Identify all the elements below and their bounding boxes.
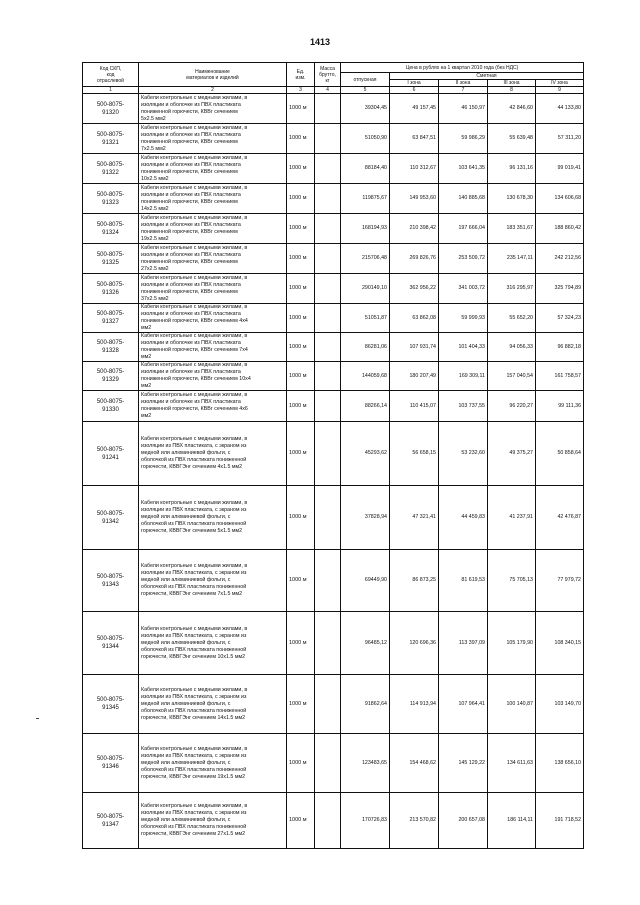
product-code: 500-8075- 91241 — [83, 422, 139, 486]
zone4-price: 42 476,87 — [536, 486, 584, 550]
header-price-group: Цена в рублях на 1 квартал 2010 года (без НДС) — [341, 63, 584, 73]
release-price: 86281,06 — [341, 333, 390, 362]
table-row — [83, 675, 584, 734]
zone1-price: 47 321,41 — [390, 486, 439, 550]
unit-cell: 1000 м — [287, 550, 315, 612]
table-row — [83, 612, 584, 675]
column-number: 2 — [139, 87, 287, 94]
product-code: 500-8075- 91329 — [83, 362, 139, 391]
zone3-price: 96 220,27 — [488, 391, 536, 422]
unit-cell: 1000 м — [287, 612, 315, 675]
mass-cell — [315, 550, 341, 612]
release-price: 51051,87 — [341, 304, 390, 333]
release-price: 170726,83 — [341, 793, 390, 849]
mass-cell — [315, 391, 341, 422]
zone4-price: 191 718,52 — [536, 793, 584, 849]
header-mass: Масса брутто, кг — [315, 63, 341, 87]
mass-cell — [315, 734, 341, 793]
zone3-price: 94 056,33 — [488, 333, 536, 362]
table-row — [83, 362, 584, 391]
unit-cell: 1000 м — [287, 304, 315, 333]
release-price: 39304,45 — [341, 94, 390, 124]
zone2-price: 200 657,08 — [439, 793, 488, 849]
mass-cell — [315, 244, 341, 274]
zone3-price: 316 295,97 — [488, 274, 536, 304]
product-code: 500-8075- 91326 — [83, 274, 139, 304]
product-name: Кабели контрольные с медными жилами, в изоляции и оболочке из ПВХ пластиката пониженной горючести, КВВг сечением 5х2.5 мм2 — [139, 94, 287, 124]
zone4-price: 103 149,70 — [536, 675, 584, 734]
product-name: Кабели контрольные с медными жилами, в изоляции и оболочке из ПВХ пластиката пониженной горючести, КВВг сечением 14х2.5 мм2 — [139, 184, 287, 214]
product-code: 500-8075- 91346 — [83, 734, 139, 793]
zone2-price: 59 986,29 — [439, 124, 488, 154]
zone1-price: 213 570,82 — [390, 793, 439, 849]
zone4-price: 188 860,42 — [536, 214, 584, 244]
table-body — [83, 94, 584, 849]
zone1-price: 269 826,76 — [390, 244, 439, 274]
zone3-price: 100 140,87 — [488, 675, 536, 734]
product-name: Кабели контрольные с медными жилами, в изоляции и оболочке из ПВХ пластиката пониженной горючести, КВВг сечением 4х6 мм2 — [139, 391, 287, 422]
product-name: Кабели контрольные с медными жилами, в изоляции из ПВХ пластиката, с экраном из медной или алюминиевой фольги, с оболочкой из ПВХ пластиката пониженной горючести, КВВГЭнг сечением 5х1.5 мм2 — [139, 486, 287, 550]
zone3-price: 49 375,27 — [488, 422, 536, 486]
zone3-price: 96 131,16 — [488, 154, 536, 184]
zone1-price: 63 862,08 — [390, 304, 439, 333]
table-row — [83, 734, 584, 793]
table-row — [83, 391, 584, 422]
mass-cell — [315, 304, 341, 333]
product-code: 500-8075- 91322 — [83, 154, 139, 184]
product-code: 500-8075- 91330 — [83, 391, 139, 422]
zone2-price: 81 619,53 — [439, 550, 488, 612]
zone3-price: 130 678,30 — [488, 184, 536, 214]
mass-cell — [315, 333, 341, 362]
release-price: 123483,65 — [341, 734, 390, 793]
unit-cell: 1000 м — [287, 391, 315, 422]
product-code: 500-8075- 91324 — [83, 214, 139, 244]
zone1-price: 114 913,94 — [390, 675, 439, 734]
release-price: 45293,62 — [341, 422, 390, 486]
zone2-price: 113 397,09 — [439, 612, 488, 675]
product-name: Кабели контрольные с медными жилами, в изоляции из ПВХ пластиката, с экраном из медной или алюминиевой фольги, с оболочкой из ПВХ пластиката пониженной горючести, КВВГЭнг сечением 7х1.5 мм2 — [139, 550, 287, 612]
zone1-price: 56 658,15 — [390, 422, 439, 486]
mass-cell — [315, 214, 341, 244]
table-row — [83, 422, 584, 486]
product-name: Кабели контрольные с медными жилами, в изоляции и оболочке из ПВХ пластиката пониженной горючести, КВВг сечением 10х4 мм2 — [139, 362, 287, 391]
mass-cell — [315, 184, 341, 214]
release-price: 37828,94 — [341, 486, 390, 550]
header-zone3: III зона — [488, 80, 536, 87]
zone4-price: 161 758,57 — [536, 362, 584, 391]
zone2-price: 253 509,72 — [439, 244, 488, 274]
column-number: 9 — [536, 87, 584, 94]
zone3-price: 134 611,63 — [488, 734, 536, 793]
release-price: 168194,93 — [341, 214, 390, 244]
mass-cell — [315, 274, 341, 304]
table-row — [83, 274, 584, 304]
release-price: 144059,68 — [341, 362, 390, 391]
table-row — [83, 793, 584, 849]
release-price: 91862,64 — [341, 675, 390, 734]
zone3-price: 186 114,11 — [488, 793, 536, 849]
release-price: 69449,90 — [341, 550, 390, 612]
product-name: Кабели контрольные с медными жилами, в изоляции и оболочке из ПВХ пластиката пониженной горючести, КВВг сечением 27х2.5 мм2 — [139, 244, 287, 274]
table-row — [83, 550, 584, 612]
table-row — [83, 214, 584, 244]
table-row — [83, 244, 584, 274]
zone1-price: 110 415,07 — [390, 391, 439, 422]
zone3-price: 235 147,11 — [488, 244, 536, 274]
header-release: отпускная — [341, 73, 390, 87]
product-name: Кабели контрольные с медными жилами, в изоляции и оболочке из ПВХ пластиката пониженной горючести, КВВг сечением 10х2.5 мм2 — [139, 154, 287, 184]
zone4-price: 242 212,56 — [536, 244, 584, 274]
release-price: 88266,14 — [341, 391, 390, 422]
zone1-price: 86 873,25 — [390, 550, 439, 612]
zone4-price: 57 311,20 — [536, 124, 584, 154]
header-name: Наименование материалов и изделий — [139, 63, 287, 87]
zone3-price: 157 040,54 — [488, 362, 536, 391]
unit-cell: 1000 м — [287, 184, 315, 214]
zone2-price: 169 309,11 — [439, 362, 488, 391]
unit-cell: 1000 м — [287, 94, 315, 124]
zone2-price: 107 964,41 — [439, 675, 488, 734]
zone4-price: 134 606,68 — [536, 184, 584, 214]
zone4-price: 138 656,10 — [536, 734, 584, 793]
zone2-price: 103 737,55 — [439, 391, 488, 422]
unit-cell: 1000 м — [287, 333, 315, 362]
release-price: 290149,10 — [341, 274, 390, 304]
mass-cell — [315, 612, 341, 675]
zone1-price: 180 207,49 — [390, 362, 439, 391]
zone1-price: 149 953,60 — [390, 184, 439, 214]
mass-cell — [315, 422, 341, 486]
header-unit: Ед. изм. — [287, 63, 315, 87]
header-estimate: Сметная — [390, 73, 584, 80]
product-code: 500-8075- 91342 — [83, 486, 139, 550]
zone3-price: 105 179,90 — [488, 612, 536, 675]
mass-cell — [315, 793, 341, 849]
zone4-price: 325 794,89 — [536, 274, 584, 304]
column-number-row — [83, 87, 584, 94]
product-name: Кабели контрольные с медными жилами, в изоляции и оболочке из ПВХ пластиката пониженной горючести, КВВг сечением 37х2.5 мм2 — [139, 274, 287, 304]
unit-cell: 1000 м — [287, 214, 315, 244]
product-code: 500-8075- 91343 — [83, 550, 139, 612]
product-code: 500-8075- 91345 — [83, 675, 139, 734]
unit-cell: 1000 м — [287, 422, 315, 486]
zone3-price: 55 652,20 — [488, 304, 536, 333]
zone1-price: 362 956,22 — [390, 274, 439, 304]
zone2-price: 101 404,33 — [439, 333, 488, 362]
zone1-price: 49 157,45 — [390, 94, 439, 124]
zone3-price: 55 639,48 — [488, 124, 536, 154]
unit-cell: 1000 м — [287, 244, 315, 274]
release-price: 88184,40 — [341, 154, 390, 184]
table-row — [83, 333, 584, 362]
zone4-price: 77 979,72 — [536, 550, 584, 612]
product-name: Кабели контрольные с медными жилами, в изоляции из ПВХ пластиката, с экраном из медной или алюминиевой фольги, с оболочкой из ПВХ пластиката пониженной горючести, КВВГЭнг сечением 14х1.5 мм2 — [139, 675, 287, 734]
table-header — [83, 63, 584, 94]
zone3-price: 42 846,60 — [488, 94, 536, 124]
table-row — [83, 124, 584, 154]
release-price: 51050,90 — [341, 124, 390, 154]
product-name: Кабели контрольные с медными жилами, в изоляции и оболочке из ПВХ пластиката пониженной горючести, КВВг сечением 7х2.5 мм2 — [139, 124, 287, 154]
product-code: 500-8075- 91321 — [83, 124, 139, 154]
column-number: 8 — [488, 87, 536, 94]
mass-cell — [315, 486, 341, 550]
zone4-price: 44 133,80 — [536, 94, 584, 124]
product-code: 500-8075- 91323 — [83, 184, 139, 214]
header-zone2: II зона — [439, 80, 488, 87]
zone2-price: 53 232,60 — [439, 422, 488, 486]
release-price: 96485,12 — [341, 612, 390, 675]
unit-cell: 1000 м — [287, 362, 315, 391]
zone1-price: 107 931,74 — [390, 333, 439, 362]
zone2-price: 59 999,93 — [439, 304, 488, 333]
zone1-price: 63 847,51 — [390, 124, 439, 154]
product-name: Кабели контрольные с медными жилами, в изоляции из ПВХ пластиката, с экраном из медной или алюминиевой фольги, с оболочкой из ПВХ пластиката пониженной горючести, КВВГЭнг сечением 10х1.5 мм2 — [139, 612, 287, 675]
unit-cell: 1000 м — [287, 124, 315, 154]
product-name: Кабели контрольные с медными жилами, в изоляции и оболочке из ПВХ пластиката пониженной горючести, КВВг сечением 4х4 мм2 — [139, 304, 287, 333]
mass-cell — [315, 362, 341, 391]
table-row — [83, 304, 584, 333]
zone2-price: 341 003,72 — [439, 274, 488, 304]
zone2-price: 145 129,22 — [439, 734, 488, 793]
column-number: 6 — [390, 87, 439, 94]
unit-cell: 1000 м — [287, 274, 315, 304]
zone4-price: 99 111,36 — [536, 391, 584, 422]
header-zone1: I зона — [390, 80, 439, 87]
zone4-price: 96 882,18 — [536, 333, 584, 362]
page-number: 1413 — [309, 37, 331, 47]
mass-cell — [315, 154, 341, 184]
table-row — [83, 154, 584, 184]
column-number: 7 — [439, 87, 488, 94]
column-number: 3 — [287, 87, 315, 94]
unit-cell: 1000 м — [287, 486, 315, 550]
column-number: 5 — [341, 87, 390, 94]
product-name: Кабели контрольные с медными жилами, в изоляции из ПВХ пластиката, с экраном из медной или алюминиевой фольги, с оболочкой из ПВХ пластиката пониженной горючести, КВВГЭнг сечением 27х1.5 мм2 — [139, 793, 287, 849]
zone1-price: 120 696,36 — [390, 612, 439, 675]
table-row — [83, 94, 584, 124]
column-number: 4 — [315, 87, 341, 94]
zone2-price: 197 666,04 — [439, 214, 488, 244]
header-zone4: IV зона — [536, 80, 584, 87]
scan-mark — [36, 718, 39, 719]
product-name: Кабели контрольные с медными жилами, в изоляции и оболочке из ПВХ пластиката пониженной горючести, КВВг сечением 19х2.5 мм2 — [139, 214, 287, 244]
zone2-price: 103 641,35 — [439, 154, 488, 184]
unit-cell: 1000 м — [287, 675, 315, 734]
zone2-price: 140 885,68 — [439, 184, 488, 214]
column-number: 1 — [83, 87, 139, 94]
zone2-price: 46 150,97 — [439, 94, 488, 124]
product-name: Кабели контрольные с медными жилами, в изоляции из ПВХ пластиката, с экраном из медной или алюминиевой фольги, с оболочкой из ПВХ пластиката пониженной горючести, КВВГЭнг сечением 19х1.5 мм2 — [139, 734, 287, 793]
zone1-price: 154 468,62 — [390, 734, 439, 793]
product-name: Кабели контрольные с медными жилами, в изоляции и оболочке из ПВХ пластиката пониженной горючести, КВВг сечением 7х4 мм2 — [139, 333, 287, 362]
unit-cell: 1000 м — [287, 793, 315, 849]
zone4-price: 57 324,23 — [536, 304, 584, 333]
mass-cell — [315, 124, 341, 154]
zone4-price: 50 858,64 — [536, 422, 584, 486]
release-price: 215706,48 — [341, 244, 390, 274]
zone4-price: 99 019,41 — [536, 154, 584, 184]
product-code: 500-8075- 91325 — [83, 244, 139, 274]
zone3-price: 183 351,67 — [488, 214, 536, 244]
product-code: 500-8075- 91320 — [83, 94, 139, 124]
zone2-price: 44 459,83 — [439, 486, 488, 550]
unit-cell: 1000 м — [287, 734, 315, 793]
product-code: 500-8075- 91328 — [83, 333, 139, 362]
release-price: 119875,67 — [341, 184, 390, 214]
zone1-price: 110 312,67 — [390, 154, 439, 184]
zone4-price: 108 340,15 — [536, 612, 584, 675]
header-code: Код СКП, код отраслевой — [83, 63, 139, 87]
zone3-price: 41 237,91 — [488, 486, 536, 550]
table-row — [83, 184, 584, 214]
unit-cell: 1000 м — [287, 154, 315, 184]
product-code: 500-8075- 91327 — [83, 304, 139, 333]
product-code: 500-8075- 91347 — [83, 793, 139, 849]
product-name: Кабели контрольные с медными жилами, в изоляции из ПВХ пластиката, с экраном из медной или алюминиевой фольги, с оболочкой из ПВХ пластиката пониженной горючести, КВВГЭнг сечением 4х1.5 мм2 — [139, 422, 287, 486]
product-code: 500-8075- 91344 — [83, 612, 139, 675]
mass-cell — [315, 675, 341, 734]
zone1-price: 210 398,42 — [390, 214, 439, 244]
table-row — [83, 486, 584, 550]
zone3-price: 75 705,13 — [488, 550, 536, 612]
price-table — [82, 62, 584, 849]
mass-cell — [315, 94, 341, 124]
